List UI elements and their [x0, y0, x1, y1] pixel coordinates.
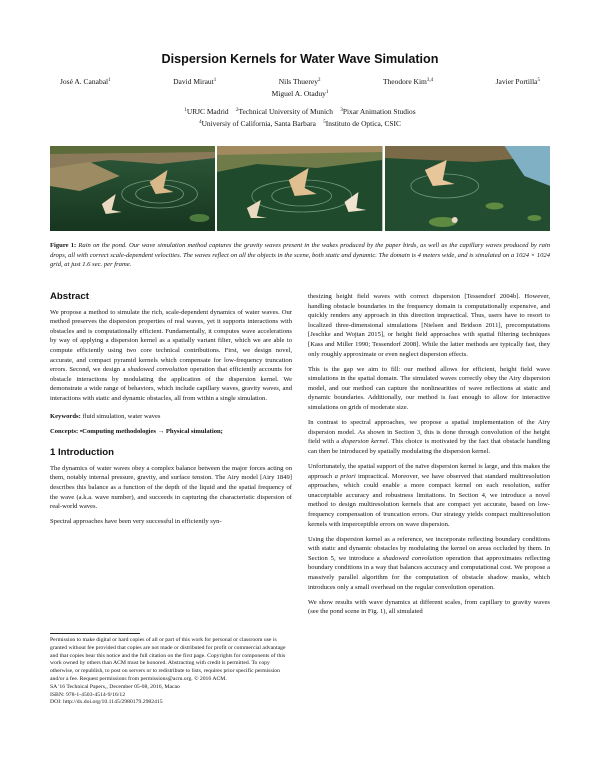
affiliation: $^2$Technical University of Munich [235, 107, 333, 116]
author: Miguel A. Otaduy$^1$ [271, 89, 329, 98]
affiliations [60, 106, 540, 129]
body-paragraph: thesizing height field waves with correct dispersion [Tessendorf 2004b]. However, handling obstacle boundaries in the frequency domain is computationally expensive, and quickly renders any approach in this direction impractical. Thus, users have to resort to localized three-dimensional simulations [Nielsen and Bridson 2011], precomputations [Jeschke and Wojtan 2015], or height field approaches with spatial filtering techniques [Kass and Miller 1990; Tessendorf 2008]. While the latter methods are typically fast, they only roughly approximate or even neglect dispersion effects. [308, 293, 550, 358]
paper-title: Dispersion Kernels for Water Wave Simulation [161, 52, 439, 66]
affiliation: $^4$Universiy of California, Santa Barbara [199, 118, 316, 128]
intro-paragraph: Spectral approaches have been very successful in efficiently syn- [50, 518, 222, 526]
affiliation: $^1$URJC Madrid [184, 107, 229, 116]
body-paragraph: Unfortunately, the spatial support of the naïve dispersion kernel is large, and this makes the approach a priori impractical. Moreover, we have observed that standard multiresolution approaches, which could enable a more compact kernel on each resolution, suffer unacceptable accuracy and robustness limitations. In Section 4, we introduce a novel method to design multiresolution kernels that are compact yet accurate, based on low-frequency compensation of truncation errors. Our strategy yields compact multiresolution kernels with imperceptible errors on wave dispersion. [308, 463, 550, 528]
abstract-heading: Abstract [50, 291, 89, 302]
author: Nils Thuerey$^2$ [278, 77, 321, 86]
author-list [60, 75, 540, 99]
body-paragraph: This is the gap we aim to fill: our method allows for efficient, height field wave simulations in the spatial domain. The simulated waves correctly obey the Airy dispersion model, and our method can capture the nonlinearities of wave reflections at static and dynamic boundaries. Additionally, our method is fast enough to allow for interactive simulations on grids of moderate size. [308, 365, 550, 412]
figure-panel-1 [50, 146, 215, 231]
intro-paragraph: The dynamics of water waves obey a complex balance between the major forces acting on them, notably internal pressure, gravity, and surface tension. The Airy model [Airy 1849] describes this balance as a function of the depth of the liquid and the spatial frequency of the wave (a.k.a. wave number), and succeeds in capturing the characteristic dispersion of real-world waves. [50, 464, 292, 511]
affiliation: $^5$Instituto de Optica, CSIC [323, 118, 401, 128]
keywords: Keywords: fluid simulation, water waves [50, 412, 161, 420]
figure-panel-3 [385, 146, 550, 231]
author: José A. Canabal$^1$ [60, 77, 111, 86]
body-paragraph: Using the dispersion kernel as a reference, we incorporate reflecting boundary conditions with static and dynamic obstacles by modulating the kernel on areas occluded by them. In Section 5, we introduce a shadowed convolution operation that approximates reflecting boundary conditions in a way that balances accuracy and computational cost. We propose a massively parallel algorithm for the computation of obstacle shadow masks, which introduces only a small overhead on the regular convolution operation. [308, 535, 550, 591]
teaser-figure [50, 146, 550, 231]
intro-heading: 1 Introduction [50, 447, 114, 459]
abstract-text: We propose a method to simulate the rich, scale-dependent dynamics of water waves. Our method preserves the dispersion properties of real waves, yet it supports interactions with obstacles and is computationally efficient. Fundamentally, it computes wave accelerations by way of applying a dispersion kernel as a spatially variant filter, which we are able to compute efficiently using two core technical contributions. First, we design novel, accurate, and compact pyramid kernels which compensate for low-frequency truncation errors. Second, we design a shadowed convolution operation that efficiently accounts for obstacle interactions by modulating the application of the dispersion kernel. We demonstrate a wide range of behaviors, which include capillary waves, gravity waves, and interactions with static and dynamic obstacles, all from within a single simulation. [50, 308, 292, 402]
body-paragraph: In contrast to spectral approaches, we propose a spatial implementation of the Airy dispersion model. As shown in Section 3, this is done through convolution of the height field with a dispersion kernel. This choice is motivated by the fact that obstacle handling can then be introduced by spatially modulating the dispersion kernel. [308, 419, 550, 455]
figure-caption: Figure 1: Rain on the pond. Our wave simulation method captures the gravity waves present in the wakes produced by the paper birds, as well as the capillary waves produced by rain drops, all with correct scale-dependent velocities. The waves reflect on all the objects in the scene, both static and dynamic. The domain is 4 meters wide, and is simulated on a 1024 × 1024 grid, at just 1.6 sec. per frame. [50, 242, 551, 269]
affiliation: $^3$Pixar Animation Studios [340, 107, 416, 116]
left-column [50, 292, 292, 532]
concepts: Concepts: •Computing methodologies → Physical simulation; [50, 427, 223, 435]
author: David Miraut$^1$ [173, 77, 217, 86]
author: Theodore Kim$^{3,4}$ [382, 77, 434, 86]
figure-panel-2 [217, 146, 382, 231]
copyright-notice: Permission to make digital or hard copies of all or part of this work for personal or classroom use is granted without fee provided that copies are not made or distributed for profit or commercial advantage and that copies bear this notice and the full citation on the first page. Copyrights for components of this work owned by others than ACM must be honored. Abstracting with credit is permitted. To copy otherwise, or republish, to post on servers or to redistribute to lists, requires prior specific permission and/or a fee. Request permissions from permissions@acm.org. © 2016 ACM. SA '16 Technical Papers,, December 05-08, 2016, Macao ISBN: 978-1-4503-4514-9/16/12 DOI: http://dx.doi.org/10.1145/2980179.2982415 [50, 627, 294, 707]
right-column [308, 292, 550, 622]
author: Javier Portilla$^5$ [495, 77, 540, 86]
body-paragraph: We show results with wave dynamics at different scales, from capillary to gravity waves (see the pond scene in Fig. 1), all simulated [308, 598, 550, 616]
